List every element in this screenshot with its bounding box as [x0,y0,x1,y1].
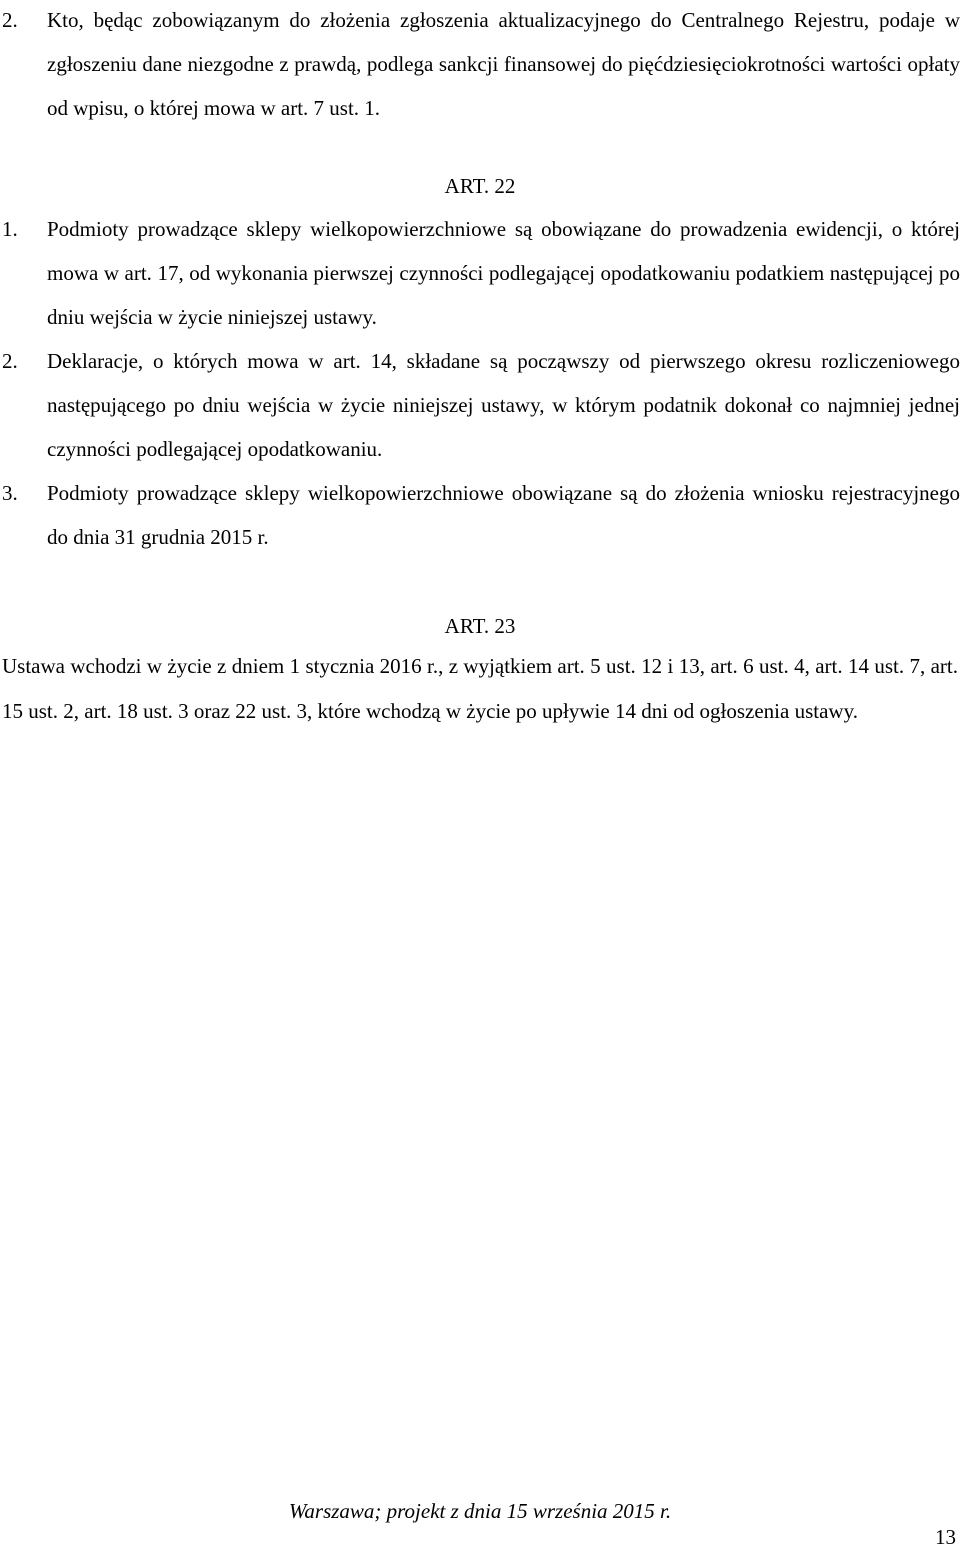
art22-item-2 [2,339,960,471]
art22-item-1 [2,207,960,339]
item-text: Deklaracje, o których mowa w art. 14, składane są począwszy od pierwszego okresu rozliczeniowego następującego po dniu wejścia w życie niniejszej ustawy, w którym podatnik dokonał co najmniej jednej czynności podlegającej opodatkowaniu. [47,349,960,461]
item-number: 2. [2,8,18,32]
article-heading-22: ART. 22 [444,174,516,198]
item-text: Kto, będąc zobowiązanym do złożenia zgłoszenia aktualizacyjnego do Centralnego Rejestru, podaje w zgłoszeniu dane niezgodne z prawdą, podlega sankcji finansowej do pięćdziesięciokrotności wartości opłaty od wpisu, o której mowa w art. 7 ust. 1. [47,8,960,120]
item-number: 1. [2,217,18,241]
item-number: 3. [2,481,18,505]
item-text: Podmioty prowadzące sklepy wielkopowierzchniowe są obowiązane do prowadzenia ewidencji, o której mowa w art. 17, od wykonania pierwszej czynności podlegającej opodatkowaniu podatkiem następującej po dniu wejścia w życie niniejszej ustawy. [47,217,960,329]
page-number: 13 [935,1525,956,1549]
item-number: 2. [2,349,18,373]
art21-item-2 [2,0,960,130]
item-text: Podmioty prowadzące sklepy wielkopowierzchniowe obowiązane są do złożenia wniosku rejestracyjnego do dnia 31 grudnia 2015 r. [47,481,960,549]
art22-item-3 [2,471,960,559]
article-heading-23: ART. 23 [444,614,516,638]
art23-paragraph: Ustawa wchodzi w życie z dniem 1 stycznia 2016 r., z wyjątkiem art. 5 ust. 12 i 13, art. 6 ust. 4, art. 14 ust. 7, art. 15 ust. 2, art. 18 ust. 3 oraz 22 ust. 3, które wchodzą w życie po upływie 14 dni od ogłoszenia ustawy. [2,654,958,723]
footer-draft-note: Warszawa; projekt z dnia 15 września 2015 r. [288,1499,672,1523]
